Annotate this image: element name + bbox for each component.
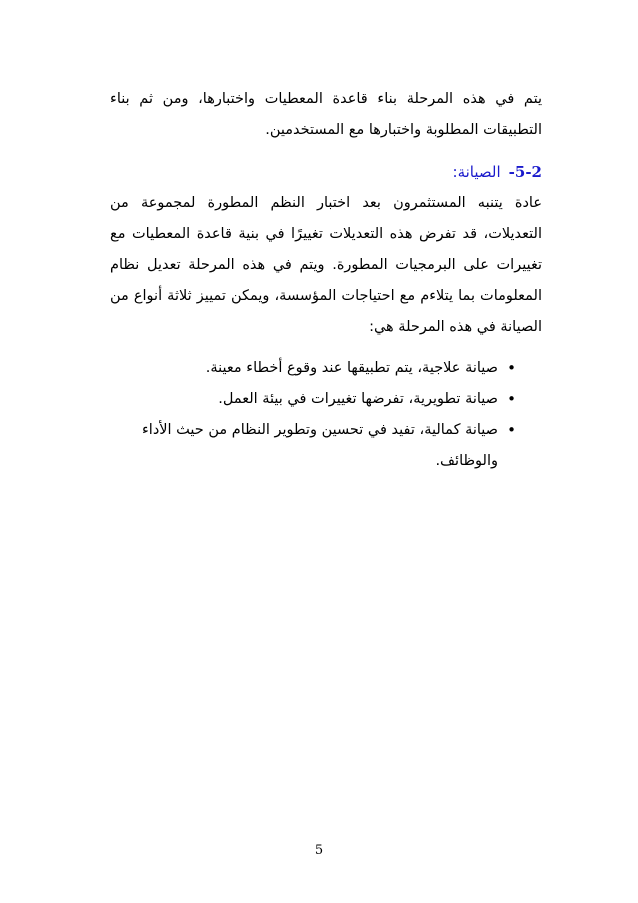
intro-paragraph: يتم في هذه المرحلة بناء قاعدة المعطيات واختبارها، ومن ثم بناء التطبيقات المطلوبة واختبارها مع المستخدمين. — [110, 91, 542, 138]
list-item-text: صيانة تطويرية، تفرضها تغييرات في بيئة العمل. — [218, 391, 498, 407]
list-item — [110, 384, 542, 415]
list-item — [110, 353, 542, 384]
section-heading — [110, 157, 542, 188]
list-item-text: صيانة علاجية، يتم تطبيقها عند وقوع أخطاء معينة. — [205, 360, 498, 376]
section-number: 5-2- — [508, 163, 542, 181]
section-title: الصيانة: — [452, 163, 501, 181]
page-content — [110, 84, 542, 477]
list-item — [110, 415, 542, 477]
body-paragraph: عادة يتنبه المستثمرون بعد اختبار النظم المطورة لمجموعة من التعديلات، قد تفرض هذه التعديلات تغييرًا في بنية قاعدة المعطيات مع تغييرات على البرمجيات المطورة. ويتم في هذه المرحلة تعديل نظام المعلومات بما يتلاءم مع احتياجات المؤسسة، ويمكن تمييز ثلاثة أنواع من الصيانة في هذه المرحلة هي: — [110, 195, 542, 335]
list-item-text: صيانة كمالية، تفيد في تحسين وتطوير النظام من حيث الأداء والوظائف. — [141, 422, 498, 469]
bullet-icon: • — [507, 421, 516, 439]
maintenance-types-list — [110, 353, 542, 477]
bullet-icon: • — [507, 390, 516, 408]
bullet-icon: • — [507, 359, 516, 377]
page-number: 5 — [314, 843, 324, 858]
